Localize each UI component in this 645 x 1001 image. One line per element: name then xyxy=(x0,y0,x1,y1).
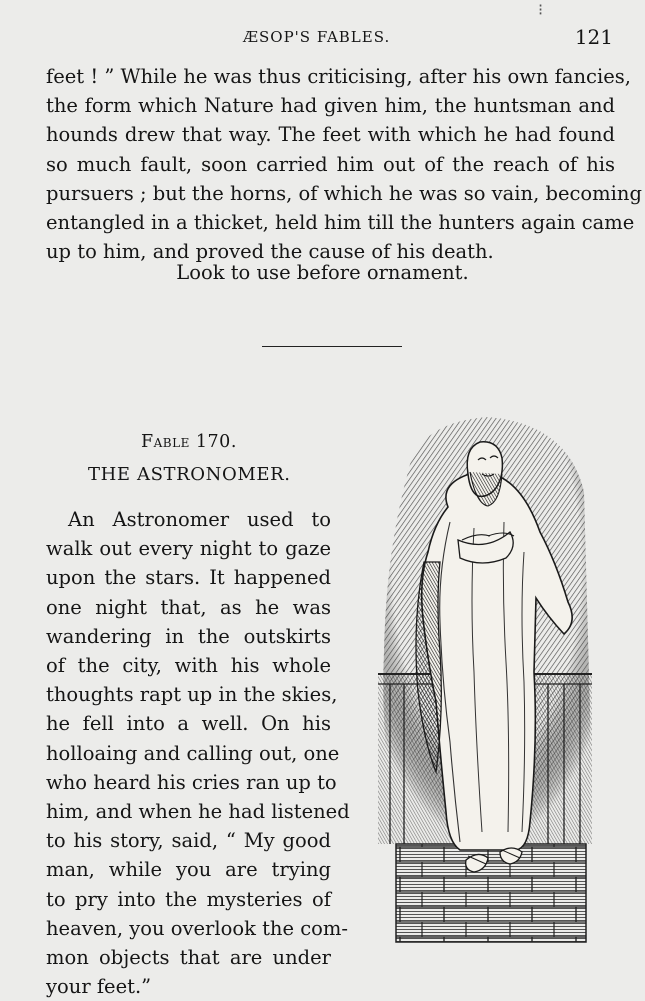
fable-line: mon objects that are under xyxy=(46,946,331,970)
fable-body xyxy=(46,505,350,1001)
paragraph-line: feet ! ” While he was thus criticising, after his own fancies, xyxy=(46,65,631,88)
astronomer-illustration xyxy=(378,412,592,960)
fable-line: thoughts rapt up in the skies, xyxy=(46,683,338,707)
paragraph-line: up to him, and proved the cause of his death. xyxy=(46,240,494,264)
fable-line: who heard his cries ran up to xyxy=(46,770,337,794)
paragraph-line: so much fault, soon carried him out of the reach of his xyxy=(46,152,615,176)
fable-line: him, and when he had listened xyxy=(46,800,350,824)
fable-line: man, while you are trying xyxy=(46,858,331,882)
paragraph-line: pursuers ; but the horns, of which he was so vain, becoming xyxy=(46,181,642,205)
fable-line: upon the stars. It happened xyxy=(46,566,331,590)
paragraph-line: hounds drew that way. The feet with which he had found xyxy=(46,123,615,147)
fable-line: heaven, you overlook the com- xyxy=(46,916,348,940)
fable-number: Fable 170. xyxy=(141,432,237,452)
fable-line: one night that, as he was xyxy=(46,595,331,619)
fable-line: An Astronomer used to xyxy=(68,508,331,531)
stone-steps xyxy=(396,844,586,942)
fable-line: of the city, with his whole xyxy=(46,654,331,678)
paragraph-line: the form which Nature had given him, the huntsman and xyxy=(46,94,615,118)
fable-line: to pry into the mysteries of xyxy=(46,887,331,911)
fable-line: wandering in the outskirts xyxy=(46,624,331,648)
top-paragraph xyxy=(46,62,642,266)
fable-line: your feet.” xyxy=(46,975,152,999)
fable-line: to his story, said, “ My good xyxy=(46,829,331,853)
fable-moral: Look to use before ornament. xyxy=(176,261,469,284)
section-divider xyxy=(262,346,402,347)
running-title: ÆSOP'S FABLES. xyxy=(243,28,391,46)
page-number: 121 xyxy=(574,25,613,49)
fable-title: THE ASTRONOMER. xyxy=(88,464,291,485)
fable-line: walk out every night to gaze xyxy=(46,537,331,561)
scratch-mark: ⁝ xyxy=(538,0,544,19)
fable-line: holloaing and calling out, one xyxy=(46,741,340,765)
fable-line: he fell into a well. On his xyxy=(46,712,331,736)
paragraph-line: entangled in a thicket, held him till the hunters again came xyxy=(46,211,635,235)
